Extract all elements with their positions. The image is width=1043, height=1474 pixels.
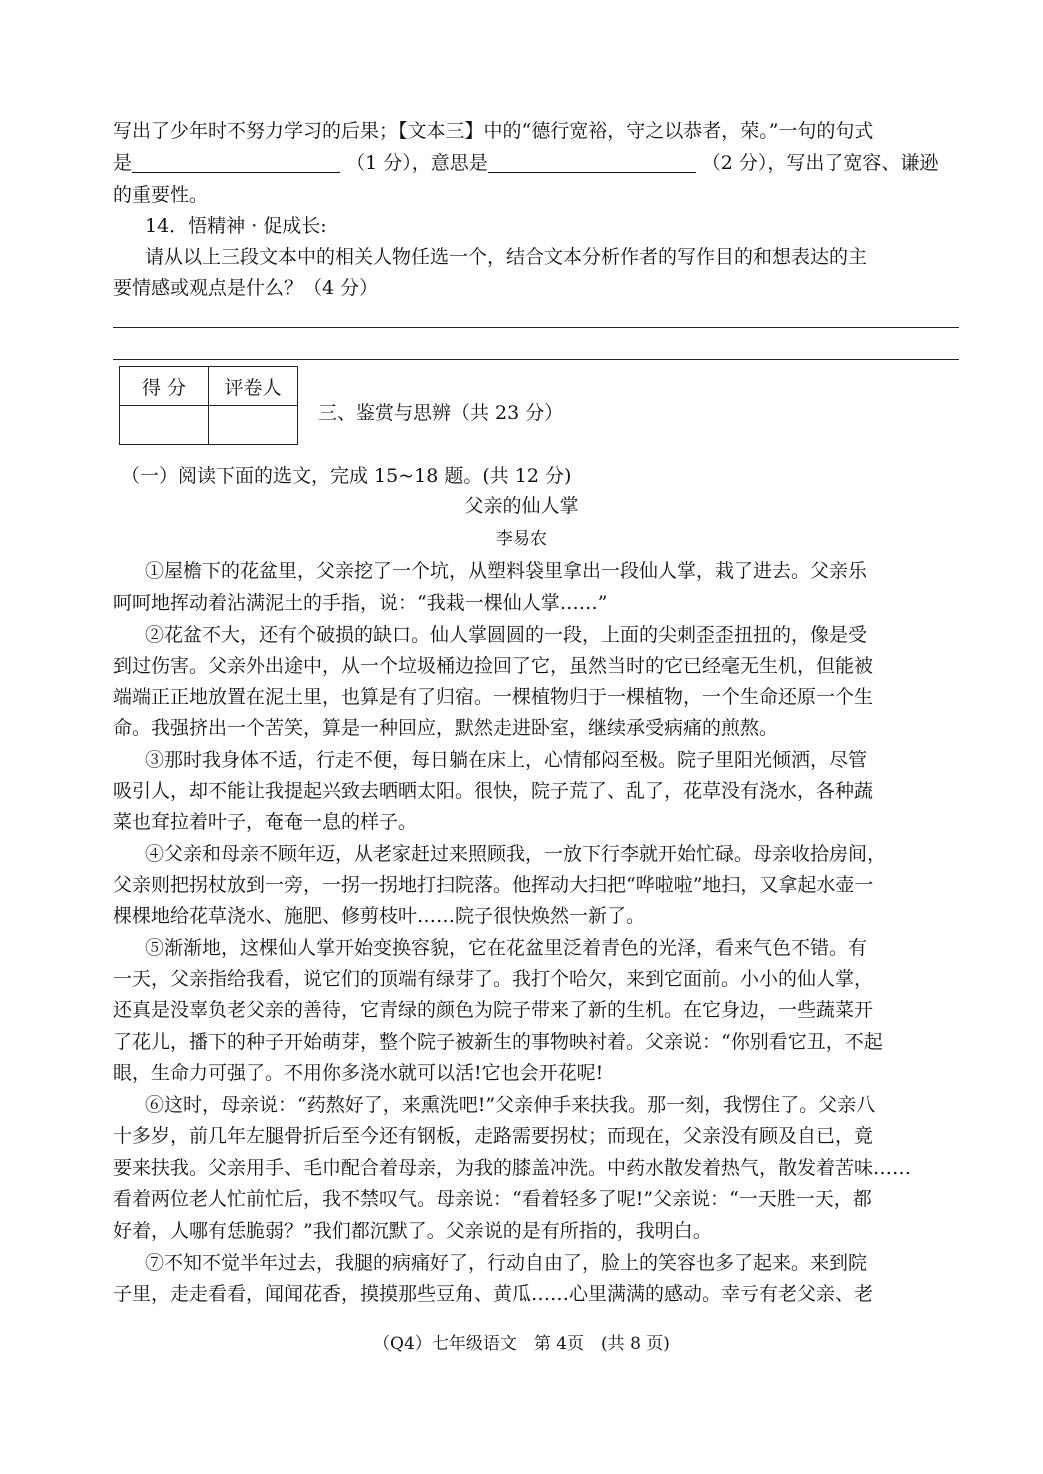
q14-title: 14．悟精神 · 促成长: — [145, 215, 327, 237]
score-cell[interactable] — [120, 406, 209, 445]
article-line: 子里，走走看看，闻闻花香，摸摸那些豆角、黄瓜……心里满满的感动。幸亏有老父亲、老 — [113, 1283, 874, 1305]
article-line: 端端正正地放置在泥土里，也算是有了归宿。一棵植物归于一棵植物，一个生命还原一个生 — [113, 686, 874, 708]
article-line: ⑤渐渐地，这棵仙人掌开始变换容貌，它在花盆里泛着青色的光泽，看来气色不错。有 — [145, 937, 868, 959]
article-line: 一天，父亲指给我看，说它们的顶端有绿芽了。我打个哈欠，来到它面前。小小的仙人掌， — [113, 968, 874, 990]
q14-line-2: 要情感或观点是什么？（4 分） — [113, 277, 379, 299]
answer-blank-sentence-pattern[interactable] — [132, 150, 340, 173]
score-label: 得 分 — [120, 367, 209, 406]
article-line: 看着两位老人忙前忙后，我不禁叹气。母亲说：“看着轻多了呢!”父亲说：“一天胜一天，都 — [113, 1188, 872, 1210]
article-line: 父亲则把拐杖放到一旁，一拐一拐地打扫院落。他挥动大扫把“哗啦啦”地扫，又拿起水壶一 — [113, 874, 874, 896]
article-line: 呵呵地挥动着沾满泥土的手指，说：“我栽一棵仙人掌……” — [113, 592, 608, 614]
q13-line-2-middle: （1 分），意思是 — [346, 152, 488, 174]
article-line: ⑥这时，母亲说：“药熬好了，来熏洗吧!”父亲伸手来扶我。那一刻，我愣住了。父亲八 — [145, 1094, 876, 1116]
grader-label: 评卷人 — [209, 367, 298, 406]
article-line: 到过伤害。父亲外出途中，从一个垃圾桶边捡回了它，虽然当时的它已经毫无生机，但能被 — [113, 655, 874, 677]
article-line: ⑦不知不觉半年过去，我腿的病痛好了，行动自由了，脸上的笑容也多了起来。来到院 — [145, 1252, 868, 1274]
article-line: 十多岁，前几年左腿骨折后至今还有钢板，走路需要拐杖；而现在，父亲没有顾及自已，竟 — [113, 1125, 874, 1147]
article-line: ①屋檐下的花盆里，父亲挖了一个坑，从塑料袋里拿出一段仙人掌，栽了进去。父亲乐 — [145, 560, 868, 582]
article-line: 了花儿，播下的种子开始萌芽，整个院子被新生的事物映衬着。父亲说：“你别看它丑，不起 — [113, 1031, 883, 1053]
article-line: 好着，人哪有恁脆弱？”我们都沉默了。父亲说的是有所指的，我明白。 — [113, 1220, 712, 1242]
grader-cell[interactable] — [209, 406, 298, 445]
page-footer: （Q4）七年级语文 第 4页 (共 8 页) — [373, 1334, 670, 1354]
score-table — [119, 366, 298, 445]
article-line: 要来扶我。父亲用手、毛巾配合着母亲，为我的膝盖冲洗。中药水散发着热气，散发着苦味…… — [113, 1157, 912, 1179]
q13-line-2 — [113, 148, 959, 178]
section-3-title: 三、鉴赏与思辨（共 23 分） — [318, 402, 564, 424]
article-line: 棵棵地给花草浇水、施肥、修剪枝叶……院子很快焕然一新了。 — [113, 905, 646, 927]
article-line: 菜也耷拉着叶子，奄奄一息的样子。 — [113, 811, 418, 833]
q14-line-1: 请从以上三段文本中的相关人物任选一个，结合文本分析作者的写作目的和想表达的主 — [145, 246, 868, 268]
answer-line-1[interactable] — [113, 327, 959, 328]
article-author: 李易农 — [496, 529, 547, 549]
article-line: 还真是没辜负老父亲的善待，它青绿的颜色为院子带来了新的生机。在它身边，一些蔬菜开 — [113, 999, 874, 1021]
article-line: 吸引人，却不能让我提起兴致去晒晒太阳。很快，院子荒了、乱了，花草没有浇水，各种蔬 — [113, 780, 874, 802]
q13-line-1: 写出了少年时不努力学习的后果；【文本三】中的“德行宽裕，守之以恭者，荣。”一句的句式 — [113, 120, 874, 142]
article-line: ④父亲和母亲不顾年迈，从老家赶过来照顾我，一放下行李就开始忙碌。母亲收拾房间， — [145, 843, 887, 865]
answer-line-2[interactable] — [113, 359, 959, 360]
article-line: 眼，生命力可强了。不用你多浇水就可以活!它也会开花呢! — [113, 1062, 604, 1084]
q13-line-3: 的重要性。 — [113, 184, 209, 206]
article-title: 父亲的仙人掌 — [464, 495, 579, 517]
answer-blank-meaning[interactable] — [488, 150, 696, 173]
article-line: ②花盆不大，还有个破损的缺口。仙人掌圆圆的一段，上面的尖刺歪歪扭扭的，像是受 — [145, 624, 868, 646]
article-line: ③那时我身体不适，行走不便，每日躺在床上，心情郁闷至极。院子里阳光倾洒，尽管 — [145, 749, 868, 771]
article-line: 命。我强挤出一个苦笑，算是一种回应，默然走进卧室，继续承受病痛的煎熬。 — [113, 717, 779, 739]
q13-line-2-prefix: 是 — [113, 152, 133, 174]
part-1-intro: （一）阅读下面的选文，完成 15~18 题。(共 12 分) — [121, 465, 572, 487]
q13-line-2-suffix: （2 分），写出了宽容、谦逊 — [701, 152, 939, 174]
